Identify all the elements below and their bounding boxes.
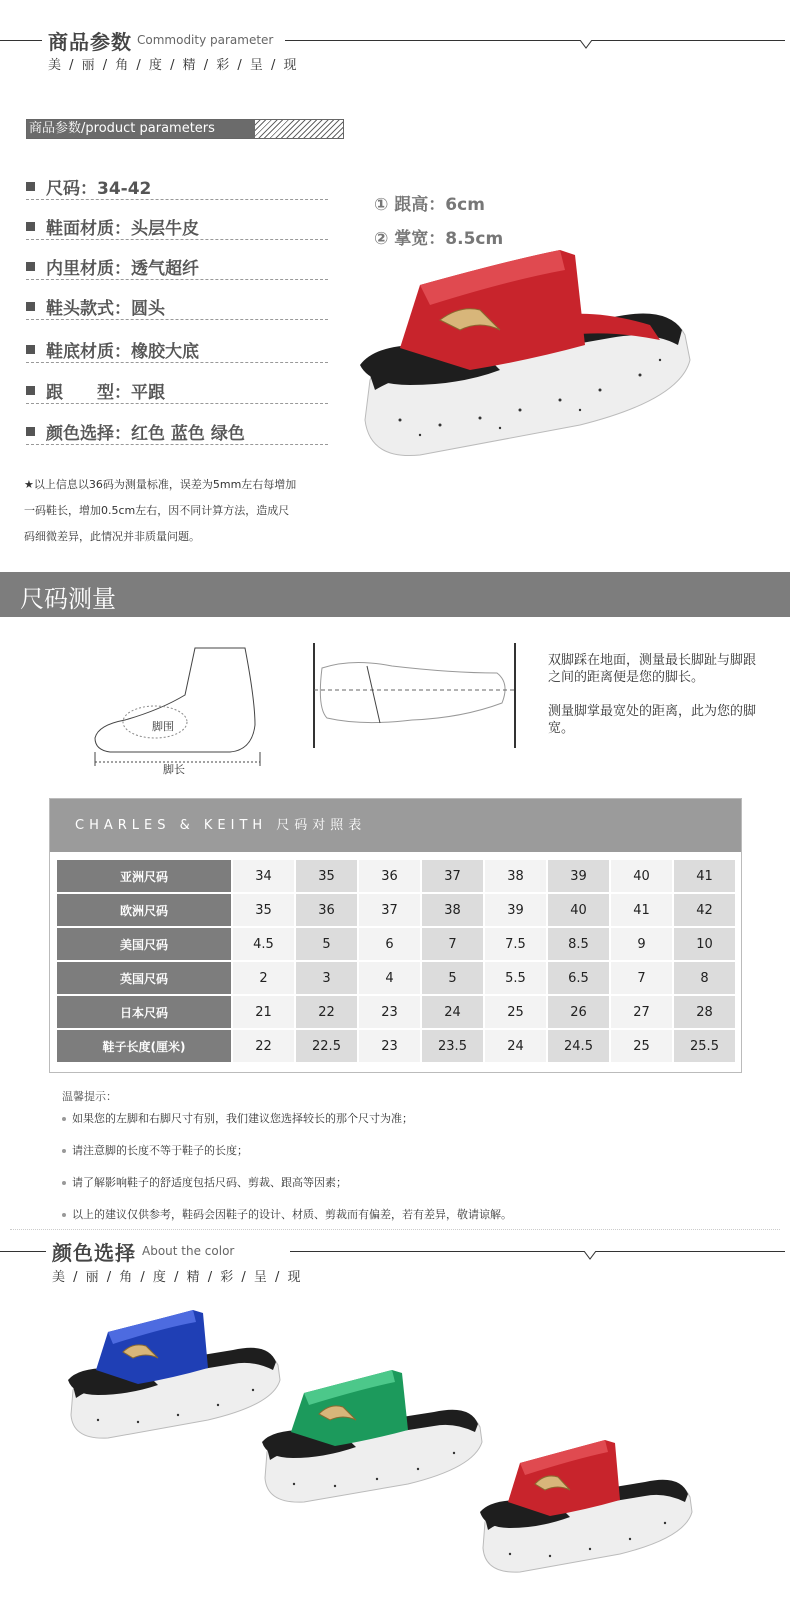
table-cell: 39: [548, 860, 609, 892]
param-text: 跟 型：平跟: [46, 383, 165, 403]
bullet-square-icon: [26, 302, 35, 311]
note-line: ★以上信息以36码为测量标准，误差为5mm左右每增加: [24, 478, 297, 491]
row-header: 欧洲尺码: [57, 894, 231, 926]
table-cell: 39: [485, 894, 546, 926]
bullet-square-icon: [26, 386, 35, 395]
table-cell: 23.5: [422, 1030, 483, 1062]
color-section-header: [0, 1237, 790, 1287]
foot-side-diagram: [90, 640, 270, 775]
chevron-down-icon: [584, 1251, 596, 1261]
foot-length-instruction: 双脚踩在地面，测量最长脚趾与脚跟之间的距离便是您的脚长。: [548, 653, 757, 685]
table-cell: 25: [485, 996, 546, 1028]
foot-length-label: 脚长: [163, 763, 185, 776]
hatch-decoration: [255, 120, 343, 138]
note-line: 码细微差异，此情况并非质量问题。: [24, 530, 200, 543]
table-cell: 28: [674, 996, 735, 1028]
section-title-en: Commodity parameter: [137, 33, 274, 47]
table-cell: 22: [233, 1030, 294, 1062]
table-cell: 24.5: [548, 1030, 609, 1062]
foot-width-instruction: 测量脚掌最宽处的距离，此为您的脚宽。: [548, 704, 757, 736]
table-cell: 4.5: [233, 928, 294, 960]
param-text: 颜色选择：红色 蓝色 绿色: [46, 424, 245, 444]
bullet-square-icon: [26, 182, 35, 191]
table-cell: 36: [296, 894, 357, 926]
param-row-lining: [26, 250, 328, 280]
tip-item: 请注意脚的长度不等于鞋子的长度；: [62, 1142, 248, 1158]
param-text: 鞋头款式：圆头: [46, 299, 165, 319]
table-cell: 6.5: [548, 962, 609, 994]
table-cell: 8.5: [548, 928, 609, 960]
bullet-square-icon: [26, 222, 35, 231]
table-cell: 7: [611, 962, 672, 994]
row-header: 亚洲尺码: [57, 860, 231, 892]
table-cell: 41: [674, 860, 735, 892]
table-row: [57, 962, 735, 994]
table-cell: 4: [359, 962, 420, 994]
bullet-square-icon: [26, 427, 35, 436]
tips-block: [62, 1088, 117, 1106]
param-text: 鞋底材质：橡胶大底: [46, 342, 199, 362]
dotted-separator: [10, 1229, 780, 1230]
param-text: 内里材质：透气超纤: [46, 259, 199, 279]
table-cell: 24: [485, 1030, 546, 1062]
commodity-section-header: [0, 26, 790, 76]
table-cell: 35: [233, 894, 294, 926]
param-row-toe: [26, 290, 328, 320]
chevron-down-icon: [580, 40, 592, 50]
red-sandal-variant-image: [480, 1440, 695, 1585]
table-cell: 10: [674, 928, 735, 960]
section-subtitle: 美 / 丽 / 角 / 度 / 精 / 彩 / 呈 / 现: [48, 58, 299, 73]
table-cell: 23: [359, 996, 420, 1028]
section-subtitle: 美 / 丽 / 角 / 度 / 精 / 彩 / 呈 / 现: [52, 1270, 303, 1285]
table-row: [57, 996, 735, 1028]
table-cell: 22.5: [296, 1030, 357, 1062]
table-cell: 3: [296, 962, 357, 994]
header-line-left: [0, 1251, 46, 1252]
tip-item: 请了解影响鞋子的舒适度包括尺码、剪裁、跟高等因素；: [62, 1174, 347, 1190]
row-header: 鞋子长度(厘米): [57, 1030, 231, 1062]
table-cell: 34: [233, 860, 294, 892]
section-title: 颜色选择: [52, 1241, 136, 1265]
param-text: 尺码：34-42: [46, 179, 152, 199]
table-row: [57, 860, 735, 892]
param-row-sole: [26, 333, 328, 363]
table-cell: 6: [359, 928, 420, 960]
table-cell: 24: [422, 996, 483, 1028]
header-line-right: [285, 40, 785, 41]
size-chart: [49, 798, 742, 1073]
table-cell: 7: [422, 928, 483, 960]
table-cell: 27: [611, 996, 672, 1028]
table-cell: 40: [548, 894, 609, 926]
note-line: 一码鞋长，增加0.5cm左右，因不同计算方法，造成尺: [24, 504, 290, 517]
param-row-upper: [26, 210, 328, 240]
table-cell: 7.5: [485, 928, 546, 960]
row-header: 日本尺码: [57, 996, 231, 1028]
table-cell: 40: [611, 860, 672, 892]
param-row-size: [26, 170, 328, 200]
row-header: 英国尺码: [57, 962, 231, 994]
foot-sole-diagram: [312, 638, 522, 753]
table-cell: 5: [296, 928, 357, 960]
table-cell: 38: [485, 860, 546, 892]
params-title-bar: [26, 119, 344, 139]
header-line-left: [0, 40, 42, 41]
table-cell: 41: [611, 894, 672, 926]
table-row: [57, 928, 735, 960]
sole-width-spec: ② 掌宽：8.5cm: [374, 229, 504, 249]
table-cell: 23: [359, 1030, 420, 1062]
table-cell: 42: [674, 894, 735, 926]
row-header: 美国尺码: [57, 928, 231, 960]
foot-girth-label: 脚围: [152, 720, 174, 733]
table-cell: 26: [548, 996, 609, 1028]
green-sandal-image: [262, 1370, 487, 1515]
bullet-square-icon: [26, 262, 35, 271]
size-measure-band: [0, 572, 790, 617]
table-cell: 22: [296, 996, 357, 1028]
params-title: 商品参数/product parameters: [27, 120, 255, 138]
red-sandal-image: [360, 250, 710, 480]
section-title: 商品参数: [48, 30, 132, 54]
heel-height-spec: ① 跟高：6cm: [374, 195, 485, 215]
table-cell: 38: [422, 894, 483, 926]
param-row-colors: [26, 415, 328, 445]
size-table: [55, 858, 737, 1064]
bullet-square-icon: [26, 345, 35, 354]
table-cell: 25.5: [674, 1030, 735, 1062]
size-chart-header: CHARLES & KEITH 尺码对照表: [50, 799, 741, 852]
table-cell: 25: [611, 1030, 672, 1062]
table-cell: 5: [422, 962, 483, 994]
table-cell: 5.5: [485, 962, 546, 994]
header-line-right: [290, 1251, 785, 1252]
size-band-title: 尺码测量: [20, 585, 116, 613]
table-cell: 21: [233, 996, 294, 1028]
param-row-heel: [26, 374, 328, 404]
section-title-en: About the color: [142, 1244, 235, 1258]
table-cell: 8: [674, 962, 735, 994]
table-cell: 36: [359, 860, 420, 892]
tips-title: 温馨提示：: [62, 1090, 117, 1103]
blue-sandal-image: [68, 1310, 283, 1450]
tip-item: 以上的建议仅供参考，鞋码会因鞋子的设计、材质、剪裁而有偏差，若有差异，敬请谅解。: [62, 1206, 512, 1222]
table-cell: 37: [422, 860, 483, 892]
tip-item: 如果您的左脚和右脚尺寸有别，我们建议您选择较长的那个尺寸为准；: [62, 1110, 413, 1126]
table-cell: 2: [233, 962, 294, 994]
table-row: [57, 894, 735, 926]
table-cell: 37: [359, 894, 420, 926]
table-row: [57, 1030, 735, 1062]
table-cell: 9: [611, 928, 672, 960]
param-text: 鞋面材质：头层牛皮: [46, 219, 199, 239]
size-note: [24, 472, 344, 550]
table-cell: 35: [296, 860, 357, 892]
